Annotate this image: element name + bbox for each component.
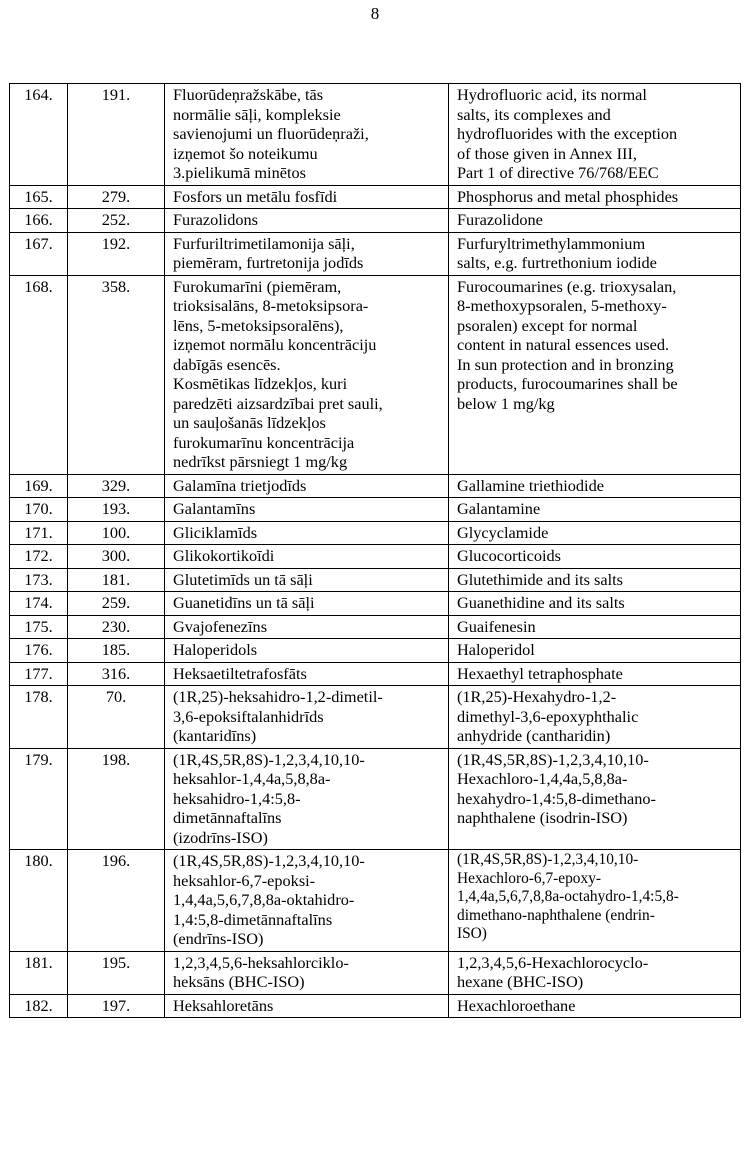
reference-number: 70.	[68, 686, 165, 749]
table-row	[10, 209, 741, 233]
english-name: Hexaethyl tetraphosphate	[449, 662, 741, 686]
latvian-name: Furazolidons	[165, 209, 449, 233]
row-number: 164.	[10, 84, 68, 186]
latvian-name: Guanetidīns un tā sāļi	[165, 592, 449, 616]
table-row	[10, 592, 741, 616]
table-row	[10, 474, 741, 498]
reference-number: 316.	[68, 662, 165, 686]
reference-number: 197.	[68, 994, 165, 1018]
table-row	[10, 232, 741, 275]
table-row	[10, 994, 741, 1018]
row-number: 167.	[10, 232, 68, 275]
row-number: 166.	[10, 209, 68, 233]
row-number: 173.	[10, 568, 68, 592]
english-name: (1R,4S,5R,8S)-1,2,3,4,10,10- Hexachloro-6,7-epoxy- 1,4,4a,5,6,7,8,8a-octahydro-1,4:5,8- dimethano-naphthalene (endrin- ISO)	[449, 850, 741, 952]
latvian-name: Galamīna trietjodīds	[165, 474, 449, 498]
row-number: 170.	[10, 498, 68, 522]
english-name: Hydrofluoric acid, its normal salts, its complexes and hydrofluorides with the exception of those given in Annex III, Part 1 of directive 76/768/EEC	[449, 84, 741, 186]
english-name: Glycyclamide	[449, 521, 741, 545]
reference-number: 191.	[68, 84, 165, 186]
table-row	[10, 185, 741, 209]
english-name: Furfuryltrimethylammonium salts, e.g. furtrethonium iodide	[449, 232, 741, 275]
latvian-name: (1R,4S,5R,8S)-1,2,3,4,10,10- heksahlor-6,7-epoksi- 1,4,4a,5,6,7,8,8a-oktahidro- 1,4:5,8-dimetānnaftalīns (endrīns-ISO)	[165, 850, 449, 952]
reference-number: 193.	[68, 498, 165, 522]
table-row	[10, 275, 741, 474]
table-row	[10, 748, 741, 850]
english-name: Glutethimide and its salts	[449, 568, 741, 592]
english-name: Galantamine	[449, 498, 741, 522]
english-name: (1R,4S,5R,8S)-1,2,3,4,10,10- Hexachloro-1,4,4a,5,8,8a- hexahydro-1,4:5,8-dimethano- naphthalene (isodrin-ISO)	[449, 748, 741, 850]
reference-number: 198.	[68, 748, 165, 850]
row-number: 179.	[10, 748, 68, 850]
english-name: Phosphorus and metal phosphides	[449, 185, 741, 209]
row-number: 175.	[10, 615, 68, 639]
reference-number: 195.	[68, 951, 165, 994]
reference-number: 252.	[68, 209, 165, 233]
latvian-name: Gvajofenezīns	[165, 615, 449, 639]
row-number: 169.	[10, 474, 68, 498]
reference-number: 100.	[68, 521, 165, 545]
table-row	[10, 568, 741, 592]
latvian-name: Furfuriltrimetilamonija sāļi, piemēram, furtretonija jodīds	[165, 232, 449, 275]
english-name: Glucocorticoids	[449, 545, 741, 569]
reference-number: 358.	[68, 275, 165, 474]
english-name: Guanethidine and its salts	[449, 592, 741, 616]
row-number: 171.	[10, 521, 68, 545]
table-row	[10, 686, 741, 749]
row-number: 168.	[10, 275, 68, 474]
english-name: Furazolidone	[449, 209, 741, 233]
latvian-name: Galantamīns	[165, 498, 449, 522]
table-row	[10, 850, 741, 952]
reference-number: 192.	[68, 232, 165, 275]
english-name: Gallamine triethiodide	[449, 474, 741, 498]
row-number: 181.	[10, 951, 68, 994]
latvian-name: Fluorūdeņražskābe, tās normālie sāļi, kompleksie savienojumi un fluorūdeņraži, izņemot šo noteikumu 3.pielikumā minētos	[165, 84, 449, 186]
english-name: Guaifenesin	[449, 615, 741, 639]
row-number: 174.	[10, 592, 68, 616]
row-number: 176.	[10, 639, 68, 663]
reference-number: 181.	[68, 568, 165, 592]
english-name: Haloperidol	[449, 639, 741, 663]
row-number: 165.	[10, 185, 68, 209]
english-name: (1R,25)-Hexahydro-1,2- dimethyl-3,6-epoxyphthalic anhydride (cantharidin)	[449, 686, 741, 749]
table-row	[10, 545, 741, 569]
english-name: 1,2,3,4,5,6-Hexachlorocyclo- hexane (BHC-ISO)	[449, 951, 741, 994]
latvian-name: Heksaetiltetrafosfāts	[165, 662, 449, 686]
latvian-name: Gliciklamīds	[165, 521, 449, 545]
table-row	[10, 521, 741, 545]
latvian-name: Glikokortikoīdi	[165, 545, 449, 569]
table-row	[10, 639, 741, 663]
table-row	[10, 951, 741, 994]
reference-number: 300.	[68, 545, 165, 569]
latvian-name: Heksahloretāns	[165, 994, 449, 1018]
row-number: 172.	[10, 545, 68, 569]
reference-number: 259.	[68, 592, 165, 616]
latvian-name: (1R,25)-heksahidro-1,2-dimetil- 3,6-epoksiftalanhidrīds (kantaridīns)	[165, 686, 449, 749]
reference-number: 196.	[68, 850, 165, 952]
substances-table	[9, 83, 741, 1018]
reference-number: 185.	[68, 639, 165, 663]
latvian-name: (1R,4S,5R,8S)-1,2,3,4,10,10- heksahlor-1,4,4a,5,8,8a- heksahidro-1,4:5,8- dimetānnaftalīns (izodrīns-ISO)	[165, 748, 449, 850]
table-row	[10, 84, 741, 186]
english-name: Furocoumarines (e.g. trioxysalan, 8-methoxypsoralen, 5-methoxy- psoralen) except for normal content in natural essences used. In sun protection and in bronzing products, furocoumarines shall be below 1 mg/kg	[449, 275, 741, 474]
table-row	[10, 662, 741, 686]
latvian-name: Furokumarīni (piemēram, trioksisalāns, 8-metoksipsora- lēns, 5-metoksipsoralēns), izņemot normālu koncentrāciju dabīgās esencēs. Kosmētikas līdzekļos, kuri paredzēti aizsardzībai pret sauli, un sauļošanās līdzekļos furokumarīnu koncentrācija nedrīkst pārsniegt 1 mg/kg	[165, 275, 449, 474]
reference-number: 329.	[68, 474, 165, 498]
page-number: 8	[370, 4, 380, 23]
reference-number: 230.	[68, 615, 165, 639]
table-row	[10, 615, 741, 639]
table-row	[10, 498, 741, 522]
row-number: 177.	[10, 662, 68, 686]
row-number: 180.	[10, 850, 68, 952]
latvian-name: Haloperidols	[165, 639, 449, 663]
row-number: 178.	[10, 686, 68, 749]
reference-number: 279.	[68, 185, 165, 209]
latvian-name: 1,2,3,4,5,6-heksahlorciklo- heksāns (BHC-ISO)	[165, 951, 449, 994]
english-name: Hexachloroethane	[449, 994, 741, 1018]
row-number: 182.	[10, 994, 68, 1018]
latvian-name: Fosfors un metālu fosfīdi	[165, 185, 449, 209]
latvian-name: Glutetimīds un tā sāļi	[165, 568, 449, 592]
